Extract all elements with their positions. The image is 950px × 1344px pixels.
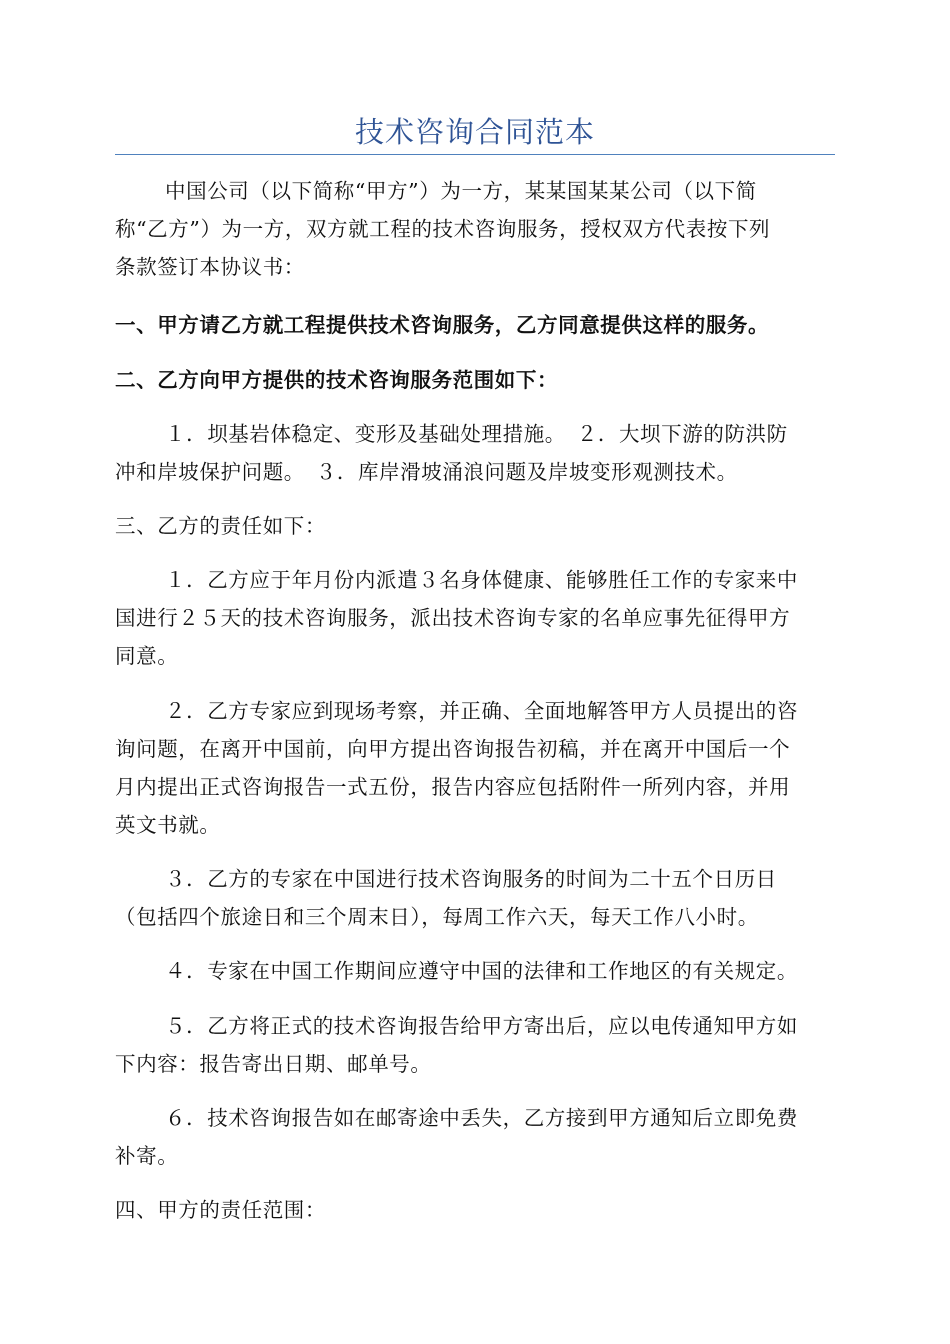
duty-paragraph-1 (115, 561, 835, 675)
text-line: 询问题，在离开中国前，向甲方提出咨询报告初稿，并在离开中国后一个 (115, 737, 791, 761)
duty-paragraph-4 (115, 952, 835, 990)
text-line: （包括四个旅途日和三个周末日），每周工作六天，每天工作八小时。 (115, 905, 759, 929)
section-heading-2 (115, 361, 835, 399)
intro-paragraph (115, 172, 835, 286)
text-line: 补寄。 (115, 1144, 179, 1168)
duty-paragraph-6 (115, 1099, 835, 1175)
duty-paragraph-5 (115, 1007, 835, 1083)
text-line: 月内提出正式咨询报告一式五份，报告内容应包括附件一所列内容，并用 (115, 775, 791, 799)
text-line: ６．技术咨询报告如在邮寄途中丢失，乙方接到甲方通知后立即免费 (165, 1106, 798, 1130)
text-line: 冲和岸坡保护问题。 ３．库岸滑坡涌浪问题及岸坡变形观测技术。 (115, 460, 738, 484)
text-line: ２．乙方专家应到现场考察，并正确、全面地解答甲方人员提出的咨 (165, 699, 798, 723)
text-line: 条款签订本协议书： (115, 255, 305, 279)
text-line: 国进行２５天的技术咨询服务，派出技术咨询专家的名单应事先征得甲方 (115, 606, 791, 630)
scope-items-paragraph (115, 415, 835, 491)
duty-paragraph-3 (115, 860, 835, 936)
text-line: 英文书就。 (115, 813, 221, 837)
text-line: 四、甲方的责任范围： (115, 1198, 326, 1222)
section-heading-3 (115, 507, 835, 545)
text-line: 三、乙方的责任如下： (115, 514, 326, 538)
text-line: １．乙方应于年月份内派遣３名身体健康、能够胜任工作的专家来中 (165, 568, 798, 592)
section-heading-4 (115, 1191, 835, 1229)
text-line: 中国公司（以下简称“甲方”）为一方，某某国某某公司（以下简 (165, 179, 757, 203)
text-line: 下内容：报告寄出日期、邮单号。 (115, 1052, 432, 1076)
text-line: 同意。 (115, 644, 179, 668)
text-line: １．坝基岩体稳定、变形及基础处理措施。 ２．大坝下游的防洪防 (165, 422, 788, 446)
text-line: ４．专家在中国工作期间应遵守中国的法律和工作地区的有关规定。 (165, 959, 798, 983)
text-line: 称“乙方”）为一方，双方就工程的技术咨询服务，授权双方代表按下列 (115, 217, 771, 241)
duty-paragraph-2 (115, 692, 835, 844)
title-underline (115, 154, 835, 155)
text-line: ３．乙方的专家在中国进行技术咨询服务的时间为二十五个日历日 (165, 867, 777, 891)
text-line: ５．乙方将正式的技术咨询报告给甲方寄出后，应以电传通知甲方如 (165, 1014, 798, 1038)
section-heading-1 (115, 306, 835, 344)
text-line: 一、甲方请乙方就工程提供技术咨询服务，乙方同意提供这样的服务。 (115, 313, 770, 337)
text-line: 二、乙方向甲方提供的技术咨询服务范围如下： (115, 368, 559, 392)
document-title: 技术咨询合同范本 (354, 115, 595, 149)
